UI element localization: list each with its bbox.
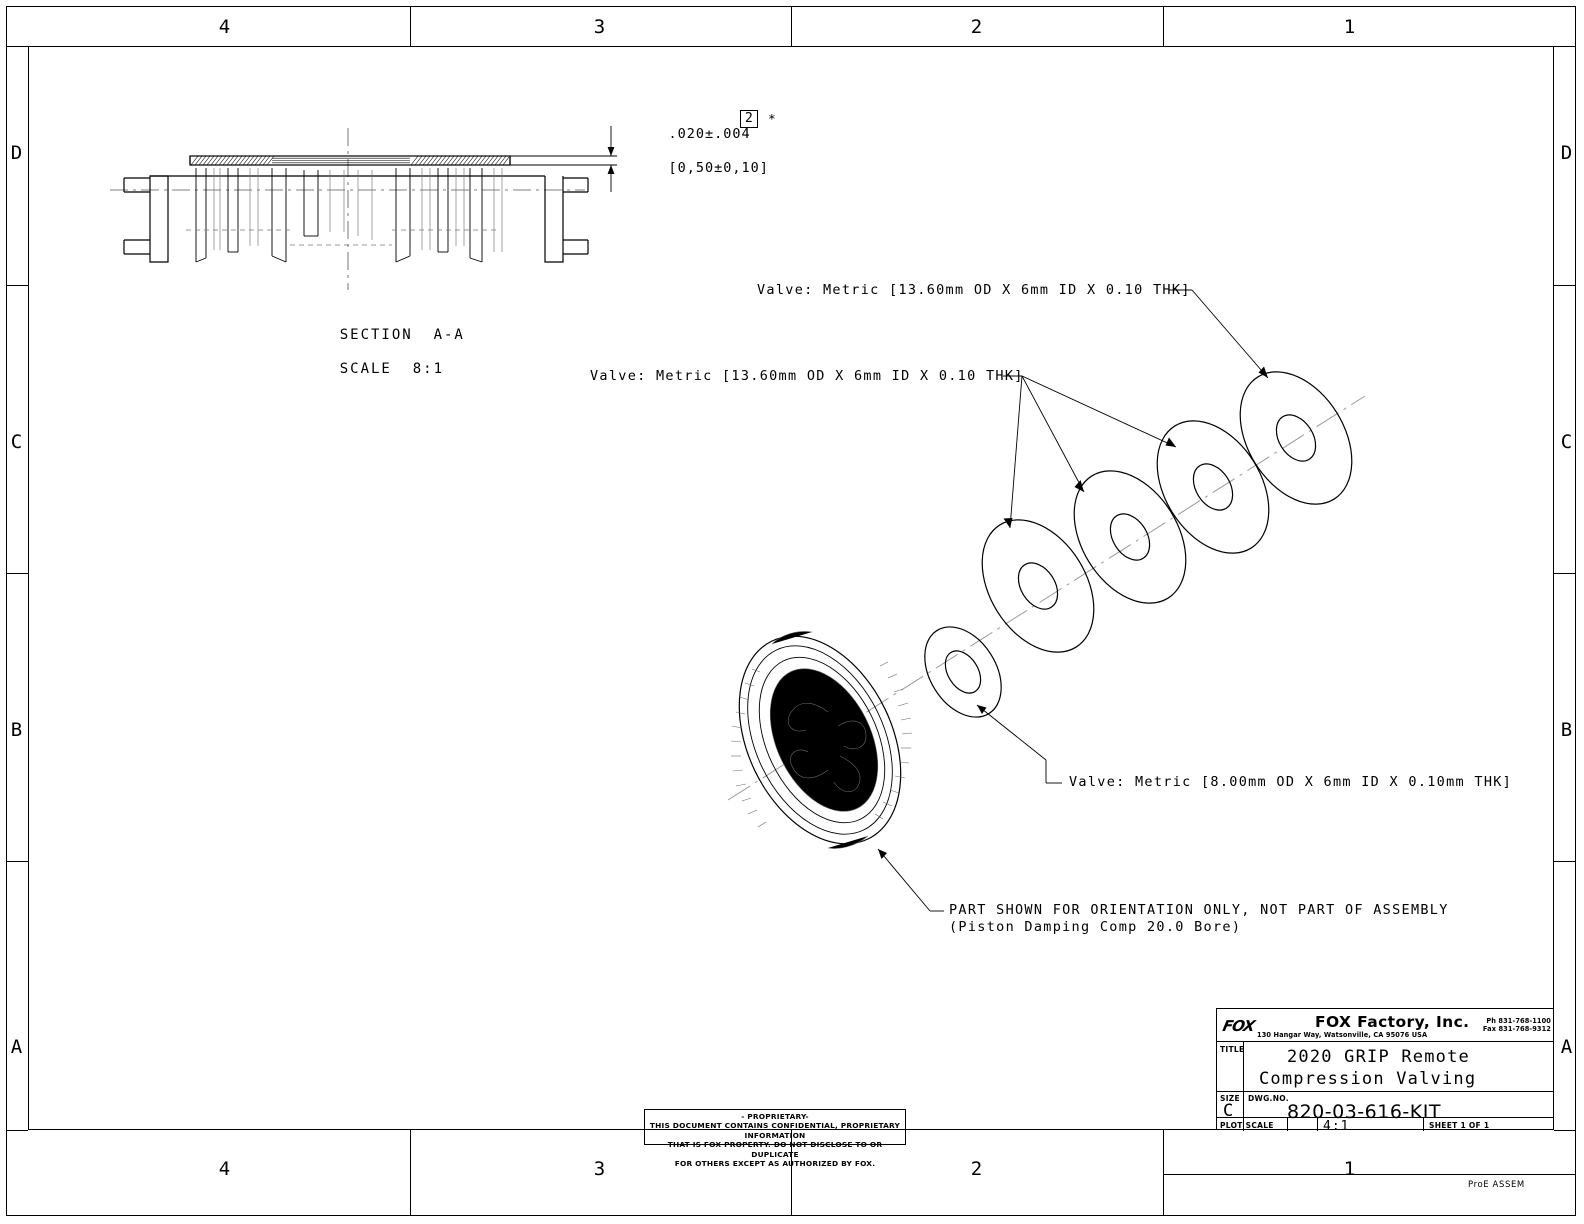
- size-value: C: [1223, 1101, 1235, 1121]
- title-field-label: TITLE: [1220, 1045, 1245, 1054]
- valve-8mm-washer: [909, 613, 1017, 731]
- zone-label-right-B: B: [1560, 719, 1574, 741]
- zone-label-left-B: B: [10, 719, 24, 741]
- proprietary-line-2: THIS DOCUMENT CONTAINS CONFIDENTIAL, PROPRIETARY INFORMATION: [649, 1121, 901, 1140]
- exploded-valve-stack: [707, 352, 1375, 871]
- valve-13-60-washer-2: [1051, 451, 1209, 624]
- zone-label-bottom-2: 2: [970, 1158, 984, 1180]
- company-phone: Ph 831-768-1100: [1486, 1017, 1551, 1025]
- company-phone-fax: [1465, 1017, 1551, 1034]
- zone-label-left-A: A: [10, 1036, 24, 1058]
- proprietary-note: [644, 1109, 906, 1169]
- zone-label-top-1: 1: [1343, 16, 1357, 38]
- zone-label-left-D: D: [10, 142, 24, 164]
- title-block-rule: [1243, 1091, 1244, 1117]
- zone-label-bottom-3: 3: [593, 1158, 607, 1180]
- company-address: 130 Hangar Way, Watsonville, CA 95076 USA: [1257, 1031, 1428, 1039]
- section-label-line1: SECTION A-A: [339, 327, 465, 343]
- drawing-title-line1: 2020 GRIP Remote: [1287, 1047, 1470, 1067]
- plot-scale-label: PLOT SCALE: [1220, 1121, 1274, 1130]
- proprietary-line-4: FOR OTHERS EXCEPT AS AUTHORIZED BY FOX.: [674, 1159, 876, 1169]
- zone-label-right-A: A: [1560, 1036, 1574, 1058]
- callout-valve-13-60-lower: Valve: Metric [13.60mm OD X 6mm ID X 0.10 THK]: [590, 368, 1024, 384]
- zone-label-bottom-4: 4: [218, 1158, 232, 1180]
- dimension-line-1: .020±.004: [668, 126, 751, 142]
- drawing-title-line2: Compression Valving: [1259, 1069, 1477, 1089]
- zone-label-top-4: 4: [218, 16, 232, 38]
- valve-13-60-washer-3: [1134, 401, 1292, 574]
- zone-label-left-C: C: [10, 431, 24, 453]
- callout-valve-13-60-upper: Valve: Metric [13.60mm OD X 6mm ID X 0.10 THK]: [757, 282, 1191, 298]
- dimension-line-2: [0,50±0,10]: [668, 160, 769, 176]
- piston-damping-comp: [707, 610, 933, 871]
- dwg-number: 820-03-616-KIT: [1287, 1101, 1441, 1123]
- title-block: [1216, 1008, 1554, 1134]
- section-aa-geometry: [110, 126, 617, 290]
- company-name: FOX Factory, Inc.: [1315, 1013, 1470, 1031]
- callout-orientation-line2: (Piston Damping Comp 20.0 Bore): [949, 919, 1242, 935]
- valve-13-60-washer-1: [959, 500, 1117, 673]
- size-label: SIZE: [1220, 1094, 1240, 1103]
- zone-label-top-3: 3: [593, 16, 607, 38]
- asterisk-note: *: [768, 112, 777, 127]
- sheet-value: SHEET 1 OF 1: [1429, 1121, 1490, 1130]
- zone-label-right-D: D: [1560, 142, 1574, 164]
- dwgno-label: DWG.NO.: [1248, 1094, 1289, 1103]
- zone-label-right-C: C: [1560, 431, 1574, 453]
- section-label-line2: SCALE 8:1: [339, 361, 445, 377]
- zone-label-top-2: 2: [970, 16, 984, 38]
- valve-13-60-washer-4: [1217, 352, 1375, 525]
- callout-orientation-line1: PART SHOWN FOR ORIENTATION ONLY, NOT PART OF ASSEMBLY: [949, 902, 1449, 918]
- fox-logo-icon: FOX: [1221, 1017, 1256, 1035]
- company-fax: Fax 831-768-9312: [1482, 1025, 1551, 1034]
- title-block-rule: [1217, 1041, 1553, 1042]
- section-view-label: [298, 310, 465, 395]
- proprietary-line-3: THAT IS FOX PROPERTY. DO NOT DISCLOSE TO OR DUPLICATE: [667, 1140, 883, 1159]
- title-block-rule: [1217, 1091, 1553, 1092]
- plot-scale-value: 4:1: [1323, 1119, 1350, 1134]
- footer-proe-label: ProE ASSEM: [1468, 1180, 1525, 1190]
- quantity-box: 2: [740, 110, 758, 128]
- zone-label-bottom-1: 1: [1343, 1158, 1357, 1180]
- callout-valve-8-00: Valve: Metric [8.00mm OD X 6mm ID X 0.10mm THK]: [1069, 774, 1513, 790]
- proprietary-line-1: - PROPRIETARY-: [741, 1112, 809, 1121]
